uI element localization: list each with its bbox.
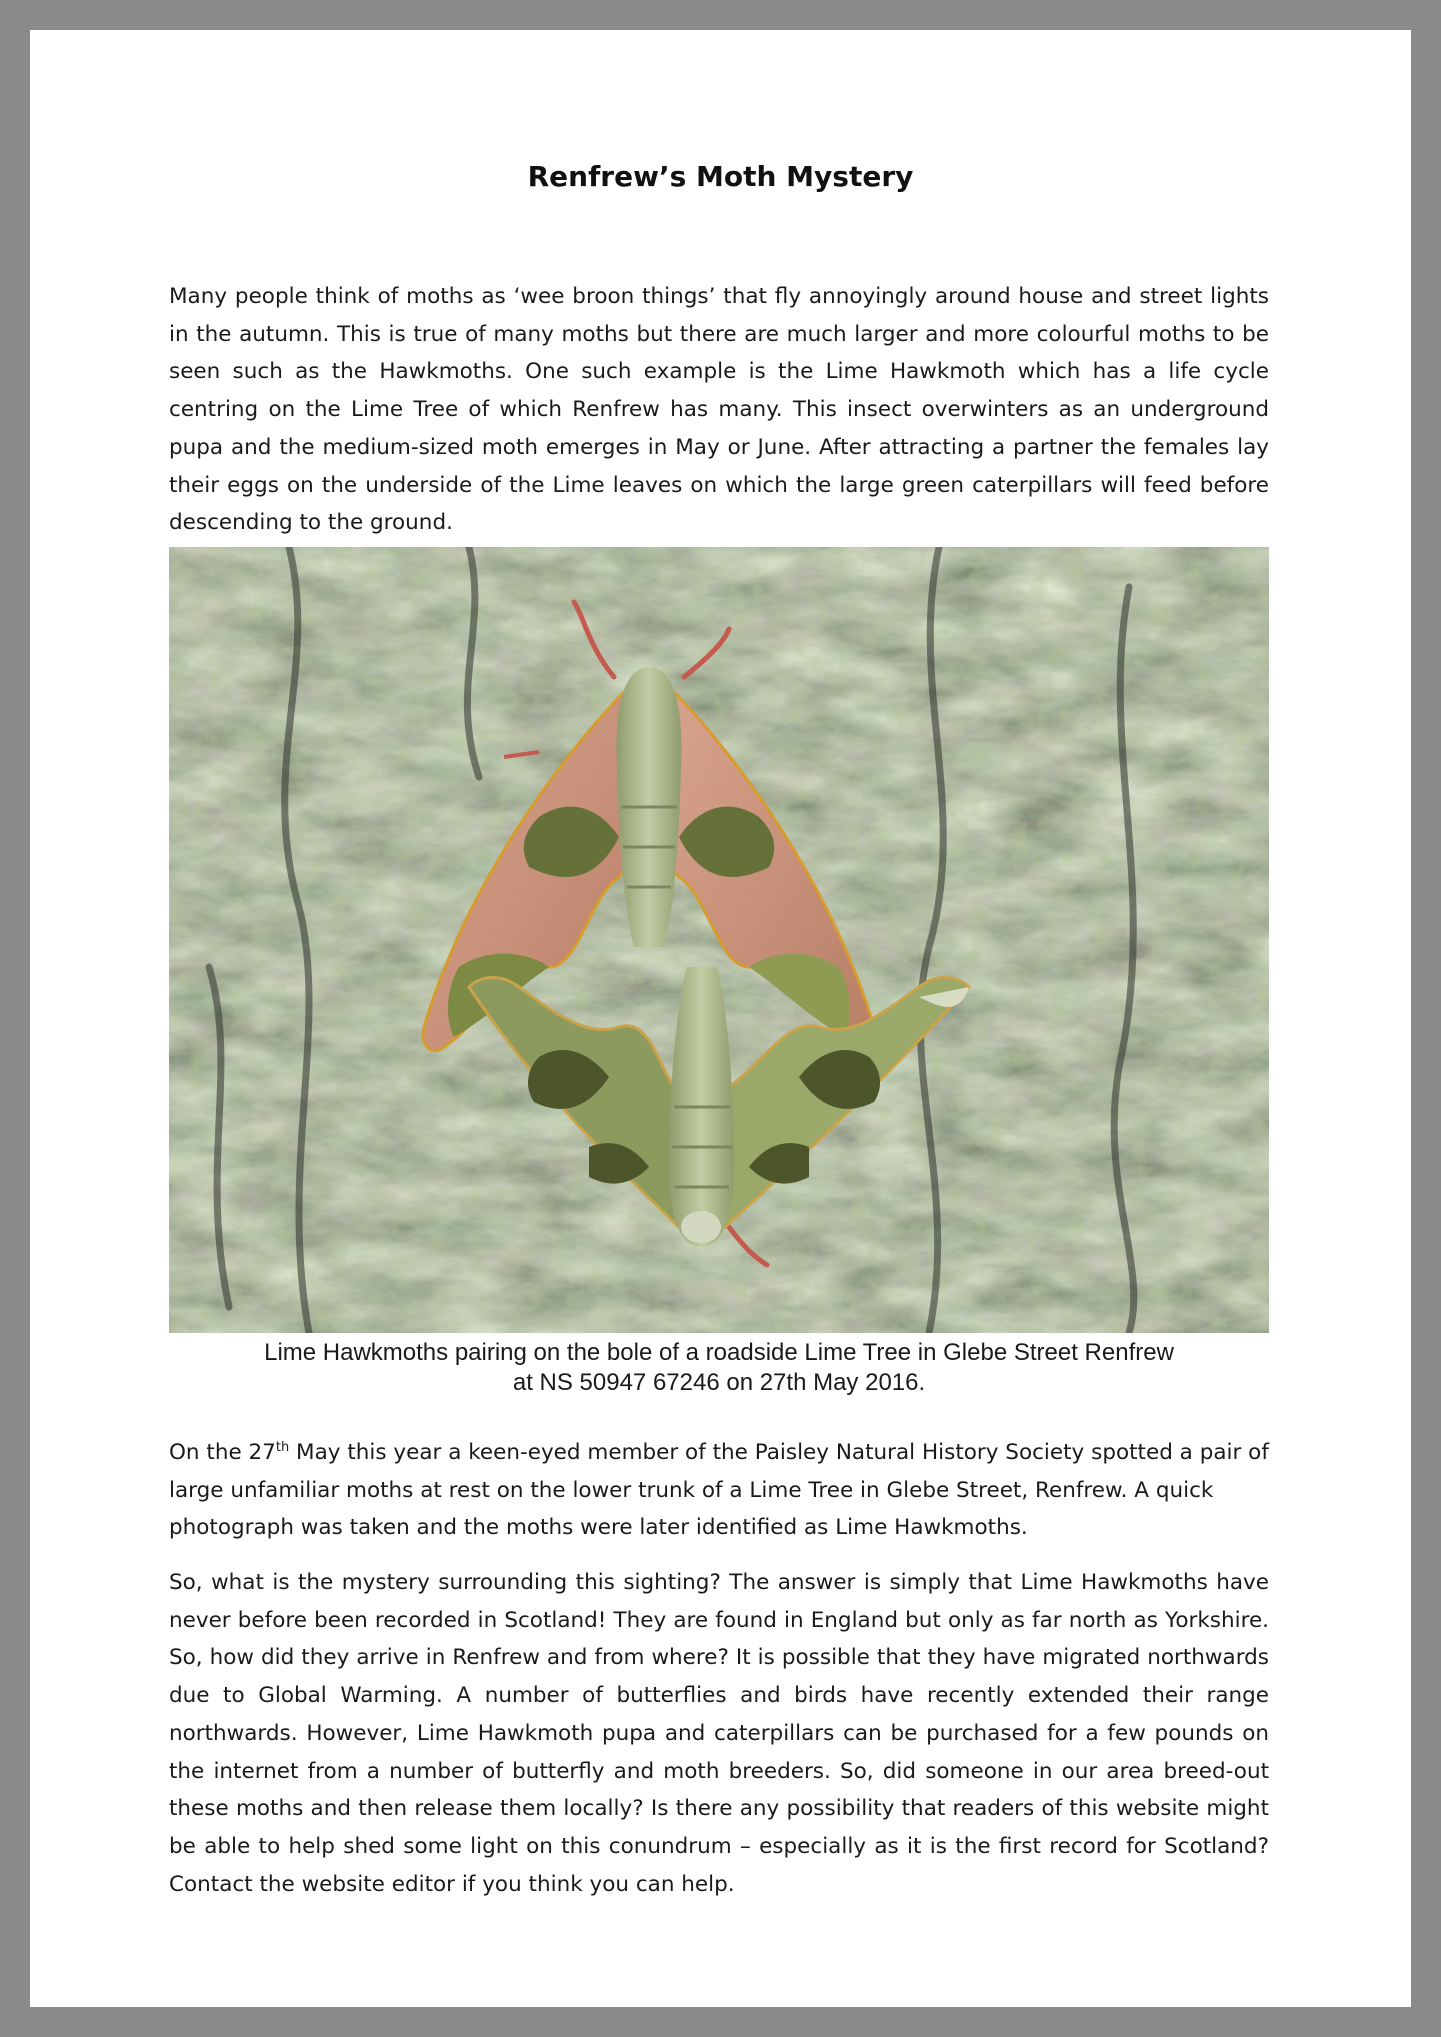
lime-hawkmoth-photo [169, 547, 1269, 1333]
sighting-paragraph [169, 1434, 1269, 1547]
mystery-paragraph: So, what is the mystery surrounding this sighting? The answer is simply that Lime Hawkmoths have never before been recorded in Scotland! They are found in England but only as far north as Yorkshire. So, how did they arrive in Renfrew and from where? It is possible that they have migrated northwards due to Global Warming. A number of butterflies and birds have recently extended their range northwards. However, Lime Hawkmoth pupa and caterpillars can be purchased for a few pounds on the internet from a number of butterfly and moth breeders. So, did someone in our area breed-out these moths and then release them locally? Is there any possibility that readers of this website might be able to help shed some light on this conundrum – especially as it is the first record for Scotland? Contact the website editor if you think you can help. [169, 1570, 1269, 1897]
article-title: Renfrew’s Moth Mystery [527, 160, 914, 193]
document-page [30, 30, 1411, 2007]
sighting-paragraph-rest: May this year a keen-eyed member of the Paisley Natural History Society spotted a pair of large unfamiliar moths at rest on the lower trunk of a Lime Tree in Glebe Street, Renfrew. A quick photograph was taken and the moths were later identified as Lime Hawkmoths. [169, 1440, 1269, 1541]
caption-line-2: at NS 50947 67246 on 27th May 2016. [512, 1369, 926, 1396]
intro-paragraph: Many people think of moths as ‘wee broon things’ that fly annoyingly around house and street lights in the autumn. This is true of many moths but there are much larger and more colourful moths to be seen such as the Hawkmoths. One such example is the Lime Hawkmoth which has a life cycle centring on the Lime Tree of which Renfrew has many. This insect overwinters as an underground pupa and the medium-sized moth emerges in May or June. After attracting a partner the females lay their eggs on the underside of the Lime leaves on which the large green caterpillars will feed before descending to the ground. [169, 284, 1269, 536]
caption-line-1: Lime Hawkmoths pairing on the bole of a roadside Lime Tree in Glebe Street Renfrew [264, 1339, 1174, 1366]
sighting-paragraph-start: On the 27 [169, 1440, 276, 1465]
date-ordinal-suffix: th [275, 1439, 290, 1455]
photo-caption [169, 1338, 1269, 1398]
moth-illustration [169, 547, 1269, 1333]
